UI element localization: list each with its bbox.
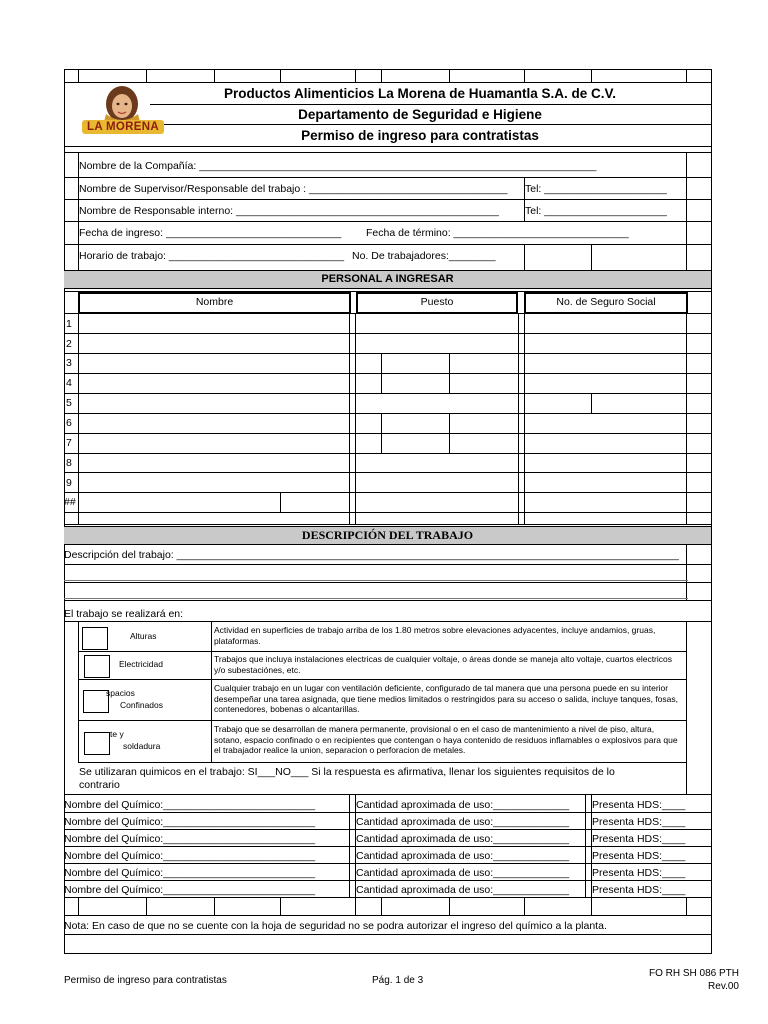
work-section-title: DESCRIPCIÓN DEL TRABAJO [301,528,474,542]
personnel-section-header [64,270,711,289]
supervisor-tel-field[interactable]: Tel: _____________________ [525,183,667,195]
work-type-confined-desc: Cualquier trabajo en un lugar con ventilación deficiente, configurado de tal manera que una persona puede en su interior desempeñar una tarea asignada, que tiene medios limitados o restringidos para su acceso o salida, incluye tanques, fosas, contenedores, bobenas o alcantarillas. [214,683,679,714]
footer-form-name: Permiso de ingreso para contratistas [64,975,227,986]
row-number: 8 [66,457,72,469]
row-number: ## [64,496,76,508]
chemical-hds-field[interactable]: Presenta HDS:____ [592,867,686,879]
company-name: Productos Alimenticios La Morena de Huamantla S.A. de C.V. [223,86,617,101]
chemical-hds-field[interactable]: Presenta HDS:____ [592,816,686,828]
work-location-label: El trabajo se realizará en: [64,608,184,620]
checkbox-welding[interactable] [84,732,110,755]
chemical-qty-field[interactable]: Cantidad aproximada de uso:_____________ [356,799,570,811]
company-name-field[interactable]: Nombre de la Compañía: ____________________________________________________________________ [79,160,597,172]
row-number: 7 [66,437,72,449]
row-number: 2 [66,338,72,350]
chemical-name-field[interactable]: Nombre del Químico:__________________________ [64,833,316,845]
chemical-note: Nota: En caso de que no se cuente con la hoja de seguridad no se podra autorizar el ingreso del químico a la planta. [64,920,607,932]
chemical-qty-field[interactable]: Cantidad aproximada de uso:_____________ [356,833,570,845]
chemical-name-field[interactable]: Nombre del Químico:__________________________ [64,816,316,828]
chemical-qty-field[interactable]: Cantidad aproximada de uso:_____________ [356,867,570,879]
chemicals-question[interactable]: Se utilizaran quimicos en el trabajo: SI___NO___ Si la respuesta es afirmativa, llenar los siguientes requisitos de lo [79,766,615,778]
schedule-field[interactable]: Horario de trabajo: ______________________________ [79,250,345,262]
chemical-hds-field[interactable]: Presenta HDS:____ [592,850,686,862]
col-position-header: Puesto [420,296,454,308]
footer-form-code: FO RH SH 086 PTH [648,968,739,979]
col-name-header: Nombre [195,296,234,308]
row-number: 4 [66,377,72,389]
work-type-welding: te y [110,729,124,739]
chemical-hds-field[interactable]: Presenta HDS:____ [592,833,686,845]
personnel-section-title: PERSONAL A INGRESAR [321,273,454,285]
internal-tel-field[interactable]: Tel: _____________________ [525,205,667,217]
chemical-name-field[interactable]: Nombre del Químico:__________________________ [64,850,316,862]
workers-count-field[interactable]: No. De trabajadores:________ [352,250,496,262]
row-number: 3 [66,357,72,369]
work-section-header [64,526,711,545]
start-date-field[interactable]: Fecha de ingreso: ______________________________ [79,227,342,239]
chemical-name-field[interactable]: Nombre del Químico:__________________________ [64,884,316,896]
checkbox-heights[interactable] [82,627,108,650]
work-type-welding-2: soldadura [123,741,161,751]
row-number: 1 [66,318,72,330]
checkbox-electricity[interactable] [84,655,110,678]
chemical-name-field[interactable]: Nombre del Químico:__________________________ [64,799,316,811]
chemical-qty-field[interactable]: Cantidad aproximada de uso:_____________ [356,884,570,896]
chemical-qty-field[interactable]: Cantidad aproximada de uso:_____________ [356,850,570,862]
chemical-hds-field[interactable]: Presenta HDS:____ [592,799,686,811]
work-type-electricity: Electricidad [119,659,163,669]
footer-page-number: Pág. 1 de 3 [372,975,424,986]
row-number: 6 [66,417,72,429]
end-date-field[interactable]: Fecha de término: ______________________________ [366,227,629,239]
form-title: Permiso de ingreso para contratistas [301,128,539,143]
chemical-name-field[interactable]: Nombre del Químico:__________________________ [64,867,316,879]
row-number: 9 [66,477,72,489]
work-type-heights-desc: Actividad en superficies de trabajo arriba de los 1.80 metros sobre elevaciones adyacentes, incluye andamios, gruas, plataformas. [214,625,656,646]
chemical-qty-field[interactable]: Cantidad aproximada de uso:_____________ [356,816,570,828]
work-type-confined: spacios [106,688,135,698]
internal-responsible-field[interactable]: Nombre de Responsable interno: _____________________________________________ [79,205,499,217]
work-description-field[interactable]: Descripción del trabajo: ______________________________________________________________________________________ [64,549,679,561]
work-type-electricity-desc: Trabajos que incluya instalaciones electricas de cualquier voltaje, o áreas donde se maneja alto voltaje, cuartos electricos y/o subestaciónes, etc. [214,654,672,675]
chemical-hds-field[interactable]: Presenta HDS:____ [592,884,686,896]
logo-text: LA MORENA [87,121,159,133]
supervisor-field[interactable]: Nombre de Supervisor/Responsable del trabajo : __________________________________ [79,183,508,195]
chemicals-question-cont: contrario [79,779,120,791]
work-type-heights: Alturas [130,631,157,641]
footer-revision: Rev.00 [708,981,739,992]
department-name: Departamento de Seguridad e Higiene [298,107,542,122]
work-type-confined-2: Confinados [120,700,164,710]
work-type-welding-desc: Trabajo que se desarrollan de manera permanente, provisional o en el caso de mantenimiento a nivel de piso, altura, sotano, espacio confinado o en recipientes que contengan o haya contenido de residuos inflamables o explosivos para que el trabajador realice la union, separacion o perforacion de metales. [214,724,678,755]
row-number: 5 [66,397,72,409]
col-ss-header: No. de Seguro Social [556,296,656,308]
